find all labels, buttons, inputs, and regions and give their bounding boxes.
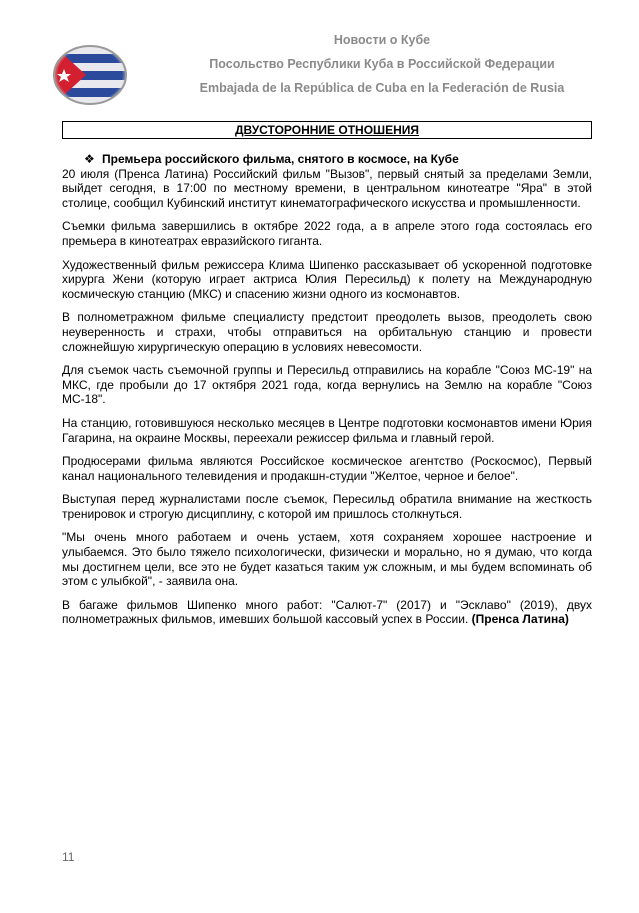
diamond-bullet-icon: ❖ <box>84 152 95 166</box>
source-credit: (Пренса Латина) <box>471 612 569 627</box>
paragraph: Продюсерами фильма являются Российское космическое агентство (Роскосмос), Первый канал национального телевидения и продакшн-студии "Желтое, черное и белое". <box>62 454 592 483</box>
article <box>62 152 592 636</box>
paragraph: Для съемок часть съемочной группы и Пересильд отправились на корабле "Союз МС-19" на МКС, где пробыли до 17 октября 2021 года, когда вернулись на Землю на корабле "Союз МС-18". <box>62 363 592 407</box>
paragraph: Съемки фильма завершились в октябре 2022 года, а в апреле этого года состоялась его премьера в кинотеатрах евразийского гиганта. <box>62 219 592 248</box>
document-header <box>132 32 632 96</box>
header-title: Новости о Кубе <box>333 33 431 47</box>
paragraph: Выступая перед журналистами после съемок, Пересильд обратила внимание на жесткость тренировок и строгую дисциплину, с которой им пришлось столкнуться. <box>62 492 592 521</box>
article-headline <box>62 152 592 167</box>
header-embassy-ru: Посольство Республики Куба в Российской Федерации <box>209 57 555 71</box>
page-number: 11 <box>62 850 75 864</box>
paragraph: Художественный фильм режиссера Клима Шипенко рассказывает об ускоренной подготовке хирурга Жени (которую играет актриса Юлия Пересильд) к полету на Международную космическую станцию (МКС) и спасению жизни одного из космонавтов. <box>62 257 592 301</box>
section-title: ДВУСТОРОННИЕ ОТНОШЕНИЯ <box>62 121 592 139</box>
paragraph: 20 июля (Пренса Латина) Российский фильм "Вызов", первый снятый за пределами Земли, выйдет сегодня, в 17:00 по местному времени, в центральном кинотеатре "Яра" в этой столице, сообщил Кубинский институт кинематографического искусства и промышленности. <box>62 166 592 210</box>
last-paragraph-text: В багаже фильмов Шипенко много работ: "Салют-7" (2017) и "Эсклаво" (2019), двух полнометражных фильмов, имевших большой кассовый успех в России. <box>62 597 592 627</box>
headline-text: Премьера российского фильма, снятого в космосе, на Кубе <box>102 152 459 166</box>
paragraph: "Мы очень много работаем и очень устаем, хотя сохраняем хорошее настроение и улыбаемся. Это было тяжело психологически, физически и морально, но я думаю, что когда мы достигнем цели, все это не будет казаться таким уж сложным, и мы будем вспоминать об этом с улыбкой", - заявила она. <box>62 530 592 589</box>
last-paragraph <box>62 598 592 627</box>
cuba-flag-logo <box>52 44 128 106</box>
header-embassy-es: Embajada de la República de Cuba en la Federación de Rusia <box>199 81 565 95</box>
paragraph: На станцию, готовившуюся несколько месяцев в Центре подготовки космонавтов имени Юрия Гагарина, на окраине Москвы, переехали режиссер фильма и главный герой. <box>62 415 592 445</box>
paragraph: В полнометражном фильме специалисту предстоит преодолеть вызов, преодолеть свою неуверенность и страхи, чтобы отправиться на орбитальную станцию и провести сложнейшую хирургическую операцию в условиях невесомости. <box>62 310 592 354</box>
